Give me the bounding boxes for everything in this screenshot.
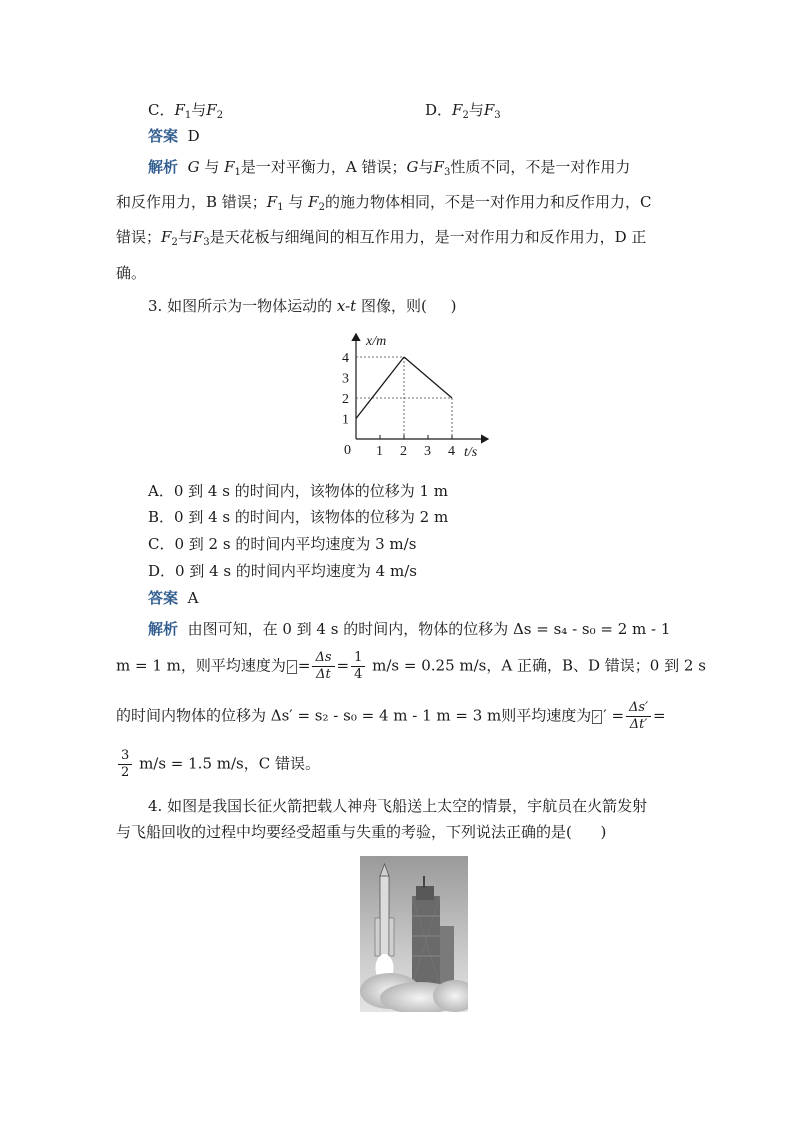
q3-explanation-line-1: 解析 由图可知，在 0 到 4 s 的时间内，物体的位移为 Δs = s₄ - s₀ = 2 m - 1 [148, 620, 671, 638]
xt-graph [330, 320, 510, 470]
y-tick-label: 1 [342, 412, 349, 428]
fraction: $\frac{\Delta s'}{\Delta t'}$ [626, 700, 651, 733]
prev-explanation-line-4: 确。 [116, 264, 147, 282]
q3-explanation-line-4: $\frac{3}{2}$ m/s = 1.5 m/s，C 错误。 [116, 748, 320, 781]
prev-option-d: D．$F_2$与$F_3$ [425, 101, 501, 121]
explanation-label: 解析 [148, 158, 179, 176]
y-tick-label: 3 [342, 371, 349, 387]
q3-option-c: C．0 到 2 s 的时间内平均速度为 3 m/s [148, 535, 417, 553]
x-tick-label: 3 [424, 444, 431, 459]
x-tick-label: 4 [448, 444, 455, 459]
answer-label: 答案 [148, 127, 179, 145]
answer-label: 答案 [148, 589, 179, 607]
rocket-launch-photo [360, 856, 468, 1012]
prev-explanation-line-1: 解析 G 与 $F_1$是一对平衡力，A 错误；G与$F_3$性质不同，不是一对作用力 [148, 158, 631, 178]
y-tick-label: 2 [342, 392, 349, 407]
q4-stem-line-1: 4. 如图是我国长征火箭把载人神舟飞船送上太空的情景，宇航员在火箭发射 [148, 797, 648, 815]
q3-answer: 答案 A [148, 589, 199, 607]
q3-option-d: D．0 到 4 s 的时间内平均速度为 4 m/s [148, 562, 417, 580]
prev-answer: 答案 D [148, 127, 200, 145]
fraction: $\frac{\Delta s}{\Delta t}$ [312, 650, 334, 683]
x-axis-label: t/s [464, 445, 478, 460]
series-segment [356, 357, 404, 419]
q4-stem-line-2: 与飞船回收的过程中均要经受超重与失重的考验，下列说法正确的是( ) [116, 823, 607, 841]
q3-option-b: B．0 到 4 s 的时间内，该物体的位移为 2 m [148, 508, 449, 526]
explanation-label: 解析 [148, 620, 179, 638]
y-tick-label: 4 [342, 351, 349, 366]
x-tick-label: 2 [400, 444, 407, 459]
q3-explanation-line-2: m = 1 m，则平均速度为 = $\frac{\Delta s}{\Delta t}$ = $\frac{1}{4}$ m/s = 0.25 m/s，A 正确，B、D 错误；0 到 2 s [116, 650, 706, 682]
average-velocity-symbol [287, 660, 297, 674]
origin-label: 0 [344, 443, 351, 458]
series-segment [404, 357, 452, 398]
fraction: $\frac{3}{2}$ [118, 748, 132, 781]
prev-option-c: C．$F_1$与$F_2$ [148, 101, 224, 121]
q3-option-a: A．0 到 4 s 的时间内，该物体的位移为 1 m [148, 482, 448, 500]
q3-stem: 3. 如图所示为一物体运动的 x-t 图像，则( ) [148, 297, 457, 315]
x-tick-label: 1 [376, 444, 383, 459]
fraction: $\frac{1}{4}$ [351, 650, 365, 683]
prev-explanation-line-3: 错误；$F_2$与$F_3$是天花板与细绳间的相互作用力，是一对作用力和反作用力，D 正 [116, 228, 647, 248]
average-velocity-symbol [592, 710, 602, 724]
y-axis-label: x/m [366, 334, 387, 349]
prev-explanation-line-2: 和反作用力，B 错误；$F_1$ 与 $F_2$的施力物体相同，不是一对作用力和反作用力，C [116, 193, 652, 213]
q3-explanation-line-3: 的时间内物体的位移为 Δs′ = s₂ - s₀ = 4 m - 1 m = 3 m则平均速度为 ′ = $\frac{\Delta s'}{\Delta t'}$ = [116, 700, 666, 732]
